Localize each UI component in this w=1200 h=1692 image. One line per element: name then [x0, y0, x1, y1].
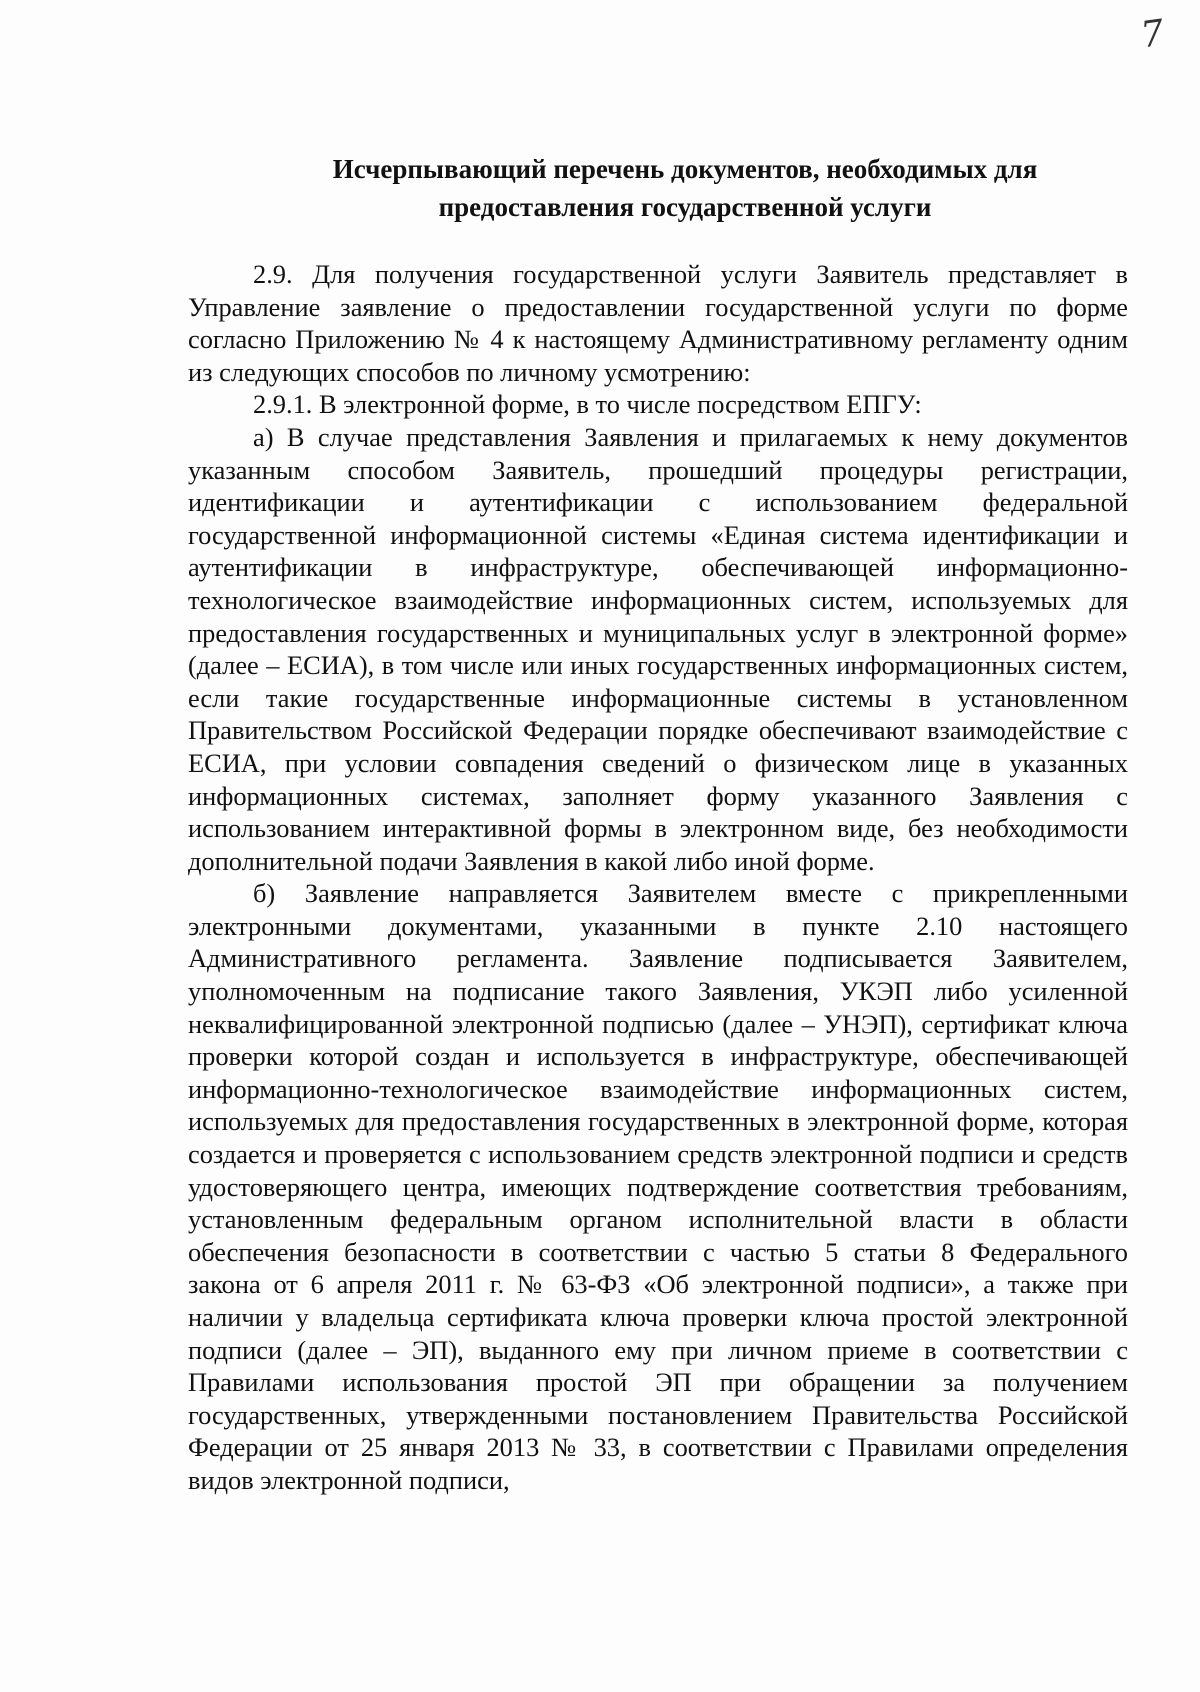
- paragraph-a: а) В случае представления Заявления и прилагаемых к нему документов указанным способом Заявитель, прошедший процедуры регистрации, идентификации и аутентификации с использованием федеральной государственной информационной системы «Единая система идентификации и аутентификации в инфраструктуре, обеспечивающей информационно-технологическое взаимодействие информационных систем, используемых для предоставления государственных и муниципальных услуг в электронной форме» (далее – ЕСИА), в том числе или иных государственных информационных систем, если такие государственные информационные системы в установленном Правительством Российской Федерации порядке обеспечивают взаимодействие с ЕСИА, при условии совпадения сведений о физическом лице в указанных информационных системах, заполняет форму указанного Заявления с использованием интерактивной формы в электронном виде, без необходимости дополнительной подачи Заявления в какой либо иной форме.: [188, 421, 1128, 876]
- heading-line-1: Исчерпывающий перечень документов, необходимых для: [332, 154, 1038, 184]
- section-heading: [220, 150, 1150, 226]
- heading-line-2: предоставления государственной услуги: [438, 192, 932, 222]
- paragraph-b: б) Заявление направляется Заявителем вместе с прикрепленными электронными документами, указанными в пункте 2.10 настоящего Административного регламента. Заявление подписывается Заявителем, уполномоченным на подписание такого Заявления, УКЭП либо усиленной неквалифицированной электронной подписью (далее – УНЭП), сертификат ключа проверки которой создан и используется в инфраструктуре, обеспечивающей информационно-технологическое взаимодействие информационных систем, используемых для предоставления государственных в электронной форме, которая создается и проверяется с использованием средств электронной подписи и средств удостоверяющего центра, имеющих подтверждение соответствия требованиям, установленным федеральным органом исполнительной власти в области обеспечения безопасности в соответствии с частью 5 статьи 8 Федерального закона от 6 апреля 2011 г. № 63-ФЗ «Об электронной подписи», а также при наличии у владельца сертификата ключа проверки ключа простой электронной подписи (далее – ЭП), выданного ему при личном приеме в соответствии с Правилами использования простой ЭП при обращении за получением государственных, утвержденными постановлением Правительства Российской Федерации от 25 января 2013 № 33, в соответствии с Правилами определения видов электронной подписи,: [188, 878, 1128, 1495]
- page-number: 7: [1138, 12, 1167, 57]
- document-body: [188, 258, 1128, 1497]
- paragraph-2-9: 2.9. Для получения государственной услуги Заявитель представляет в Управление заявление о предоставлении государственной услуги по форме согласно Приложению № 4 к настоящему Административному регламенту одним из следующих способов по личному усмотрению:: [188, 259, 1128, 387]
- paragraph-2-9-1: 2.9.1. В электронной форме, в то числе посредством ЕПГУ:: [253, 389, 922, 420]
